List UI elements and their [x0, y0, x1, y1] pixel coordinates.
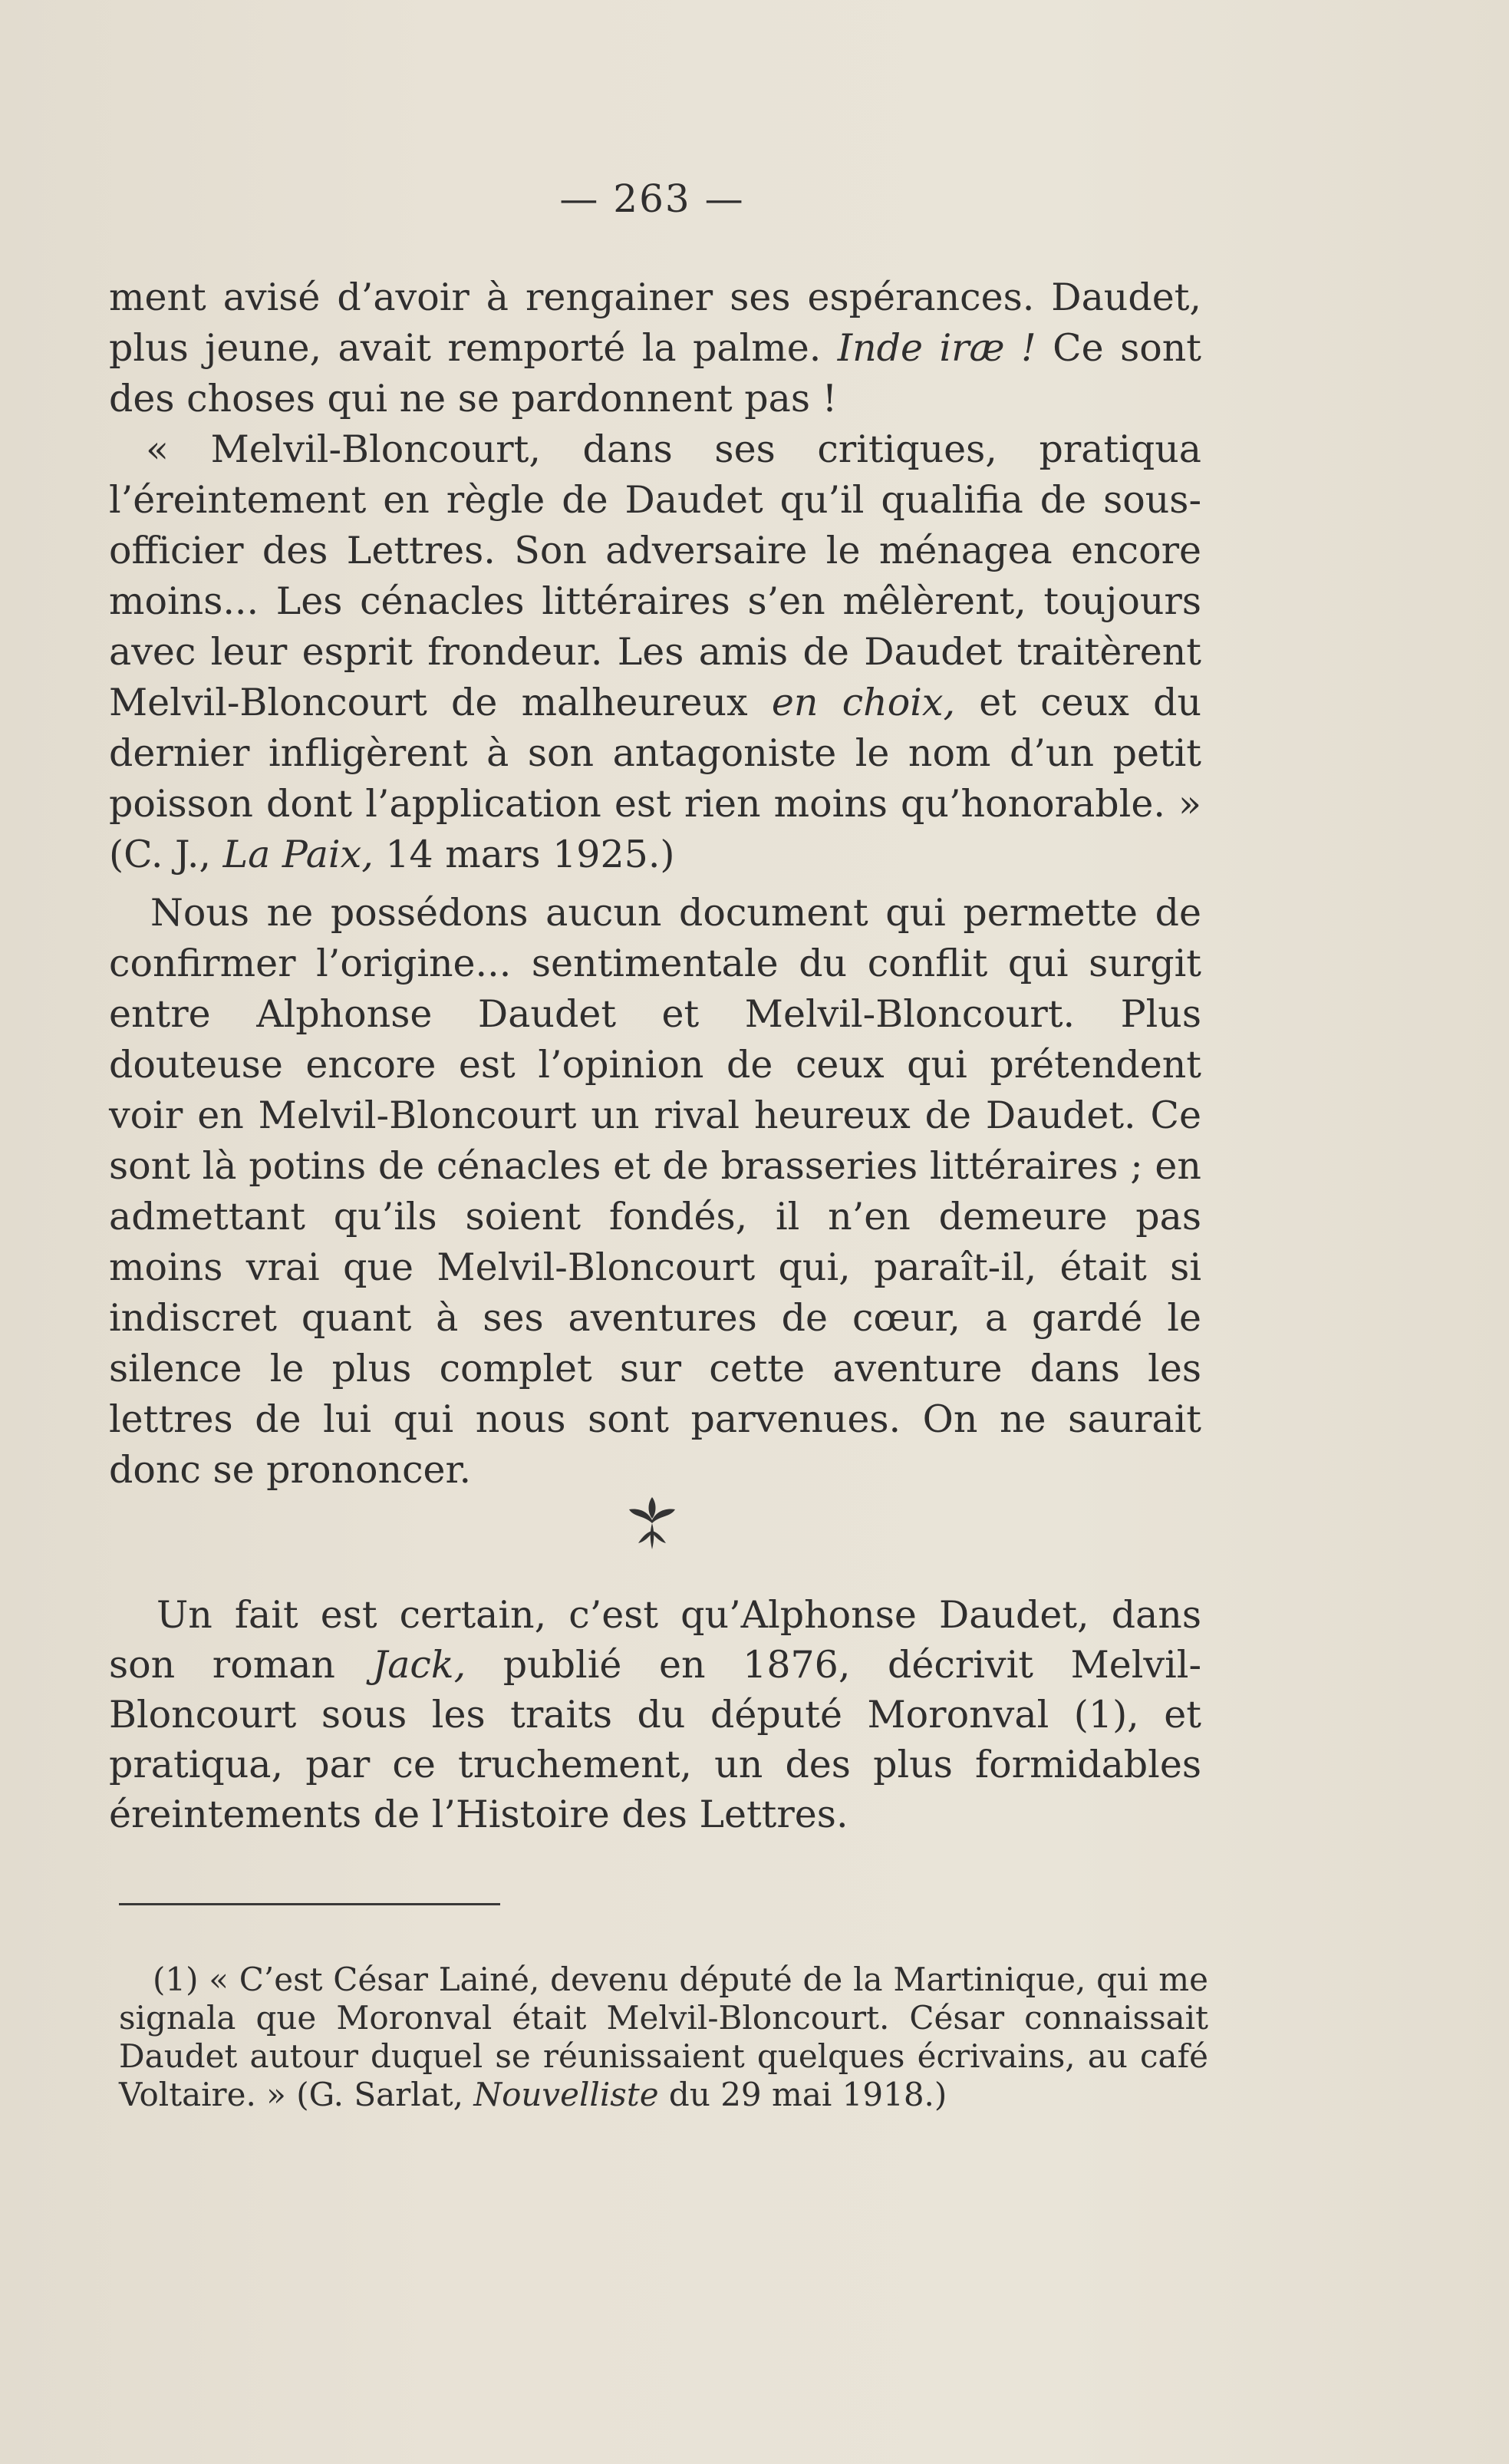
paragraph-4 [109, 1590, 1201, 1839]
p2-italic-phrase: en choix, [771, 681, 956, 724]
paragraph-2-quote [109, 424, 1201, 880]
p4-text-after: publié en 1876, décrivit Melvil-Bloncourt sous les traits du député Moronval (1), et pratiqua, par ce truchement, un des plus formidables éreintements de l’Histoire des Lettres. [109, 1643, 1202, 1836]
footnote-text-after: du 29 mai 1918.) [658, 2076, 947, 2113]
p1-italic-latin: Inde iræ ! [837, 326, 1036, 370]
fleuron-ornament-icon [621, 1493, 683, 1554]
p2-text-middle: et ceux du dernier infligèrent à son antagoniste le nom d’un petit poisson dont l’application est rien moins qu’honorable. » (C. J., [109, 681, 1202, 876]
p4-italic-title: Jack, [372, 1643, 466, 1687]
footnote-italic-source: Nouvelliste [473, 2076, 659, 2113]
footnote [119, 1961, 1208, 2114]
paragraph-1 [109, 272, 1201, 424]
p1-text-before: ment avisé d’avoir à rengainer ses espérances. Daudet, plus jeune, avait remporté la palme. [109, 275, 1201, 370]
p4-text-before: Un fait est certain, c’est qu’Alphonse Daudet, dans son roman [109, 1593, 1201, 1687]
footnote-divider [119, 1903, 500, 1905]
p1-text-after: Ce sont des choses qui ne se pardonnent pas ! [109, 326, 1201, 421]
footnote-text-before: (1) « C’est César Lainé, devenu député de la Martinique, qui me signala que Moronval était Melvil-Bloncourt. César connaissait Daudet autour duquel se réunissaient quelques écrivains, au café Voltaire. » (G. Sarlat, [119, 1961, 1208, 2113]
p2-text-after: 14 mars 1925.) [373, 833, 675, 876]
page-number: — 263 — [559, 176, 745, 221]
p2-text-before: « Melvil-Bloncourt, dans ses critiques, pratiqua l’éreintement en règle de Daudet qu’il qualifia de sous-officier des Lettres. Son adversaire le ménagea encore moins... Les cénacles littéraires s’en mêlèrent, toujours avec leur esprit frondeur. Les amis de Daudet traitèrent Melvil-Bloncourt de malheureux [109, 427, 1201, 724]
paragraph-3: Nous ne possédons aucun document qui permette de confirmer l’origine... sentimentale du conflit qui surgit entre Alphonse Daudet et Melvil-Bloncourt. Plus douteuse encore est l’opinion de ceux qui prétendent voir en Melvil-Bloncourt un rival heureux de Daudet. Ce sont là potins de cénacles et de brasseries littéraires ; en admettant qu’ils soient fondés, il n’en demeure pas moins vrai que Melvil-Bloncourt qui, paraît-il, était si indiscret quant à ses aventures de cœur, a gardé le silence le plus complet sur cette aventure dans les lettres de lui qui nous sont parvenues. On ne saurait donc se prononcer. [109, 891, 1201, 1492]
p2-italic-source: La Paix, [222, 833, 374, 876]
